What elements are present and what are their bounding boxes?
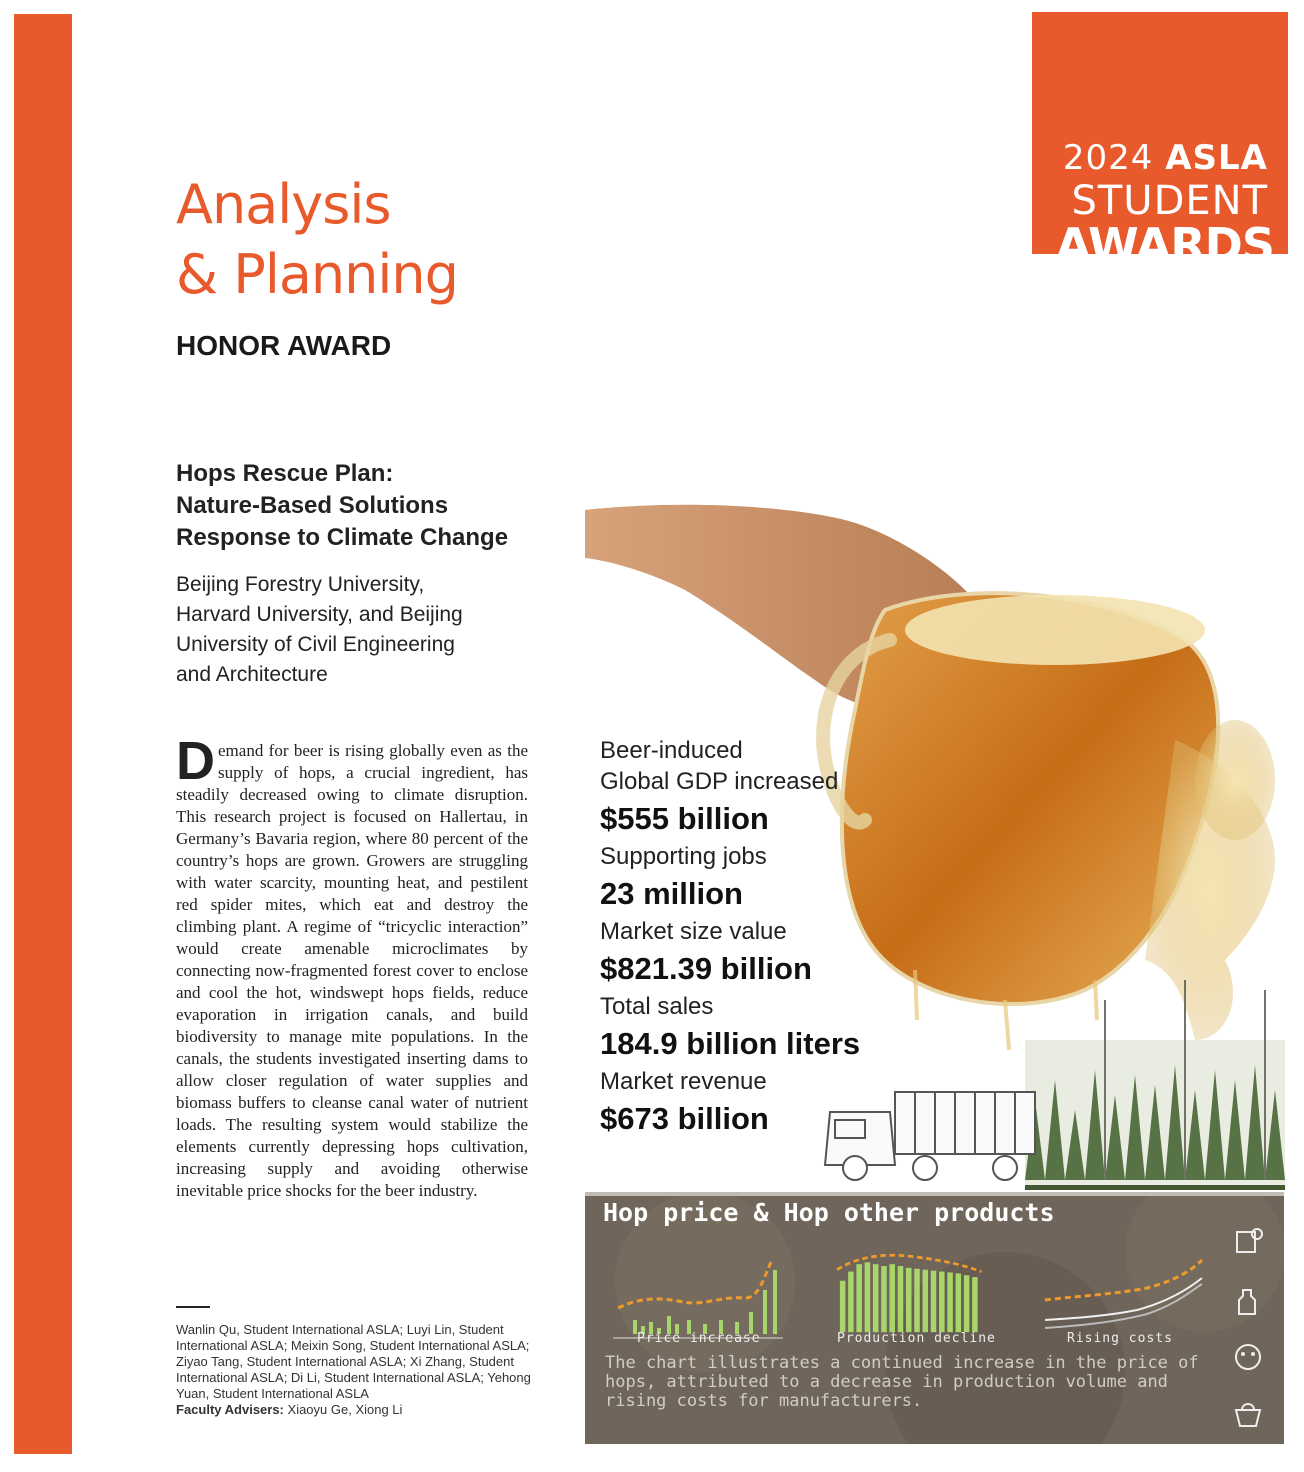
credits-divider	[176, 1306, 210, 1308]
hop-price-panel	[585, 1192, 1284, 1444]
stat-label: Total sales	[600, 993, 714, 1020]
stat-value: $673 billion	[600, 1101, 769, 1136]
stat-label: Beer-induced	[600, 737, 743, 764]
drop-cap: D	[176, 731, 215, 791]
face-mask-icon	[1231, 1342, 1265, 1372]
chart-caption-production: Production decline	[837, 1331, 996, 1346]
advisers-label: Faculty Advisers:	[176, 1402, 284, 1417]
badge-year: 2024	[1062, 138, 1154, 178]
hop-panel-title: Hop price & Hop other products	[603, 1198, 1055, 1227]
stat-value: $555 billion	[600, 801, 769, 836]
student-credits: Wanlin Qu, Student International ASLA; Luyi Lin, Student International ASLA; Meixin Song, Student International ASLA; Ziyao Tang, Student International ASLA; Xi Zhang, Student International ASLA; Di Li, Student International ASLA; Yehong Yuan, Student International ASLA	[176, 1322, 531, 1401]
hop-field	[1025, 980, 1285, 1190]
stat-label: Global GDP increased	[600, 768, 839, 795]
institution-line: and Architecture	[176, 663, 328, 686]
stat-value: $821.39 billion	[600, 951, 812, 986]
price-increase-chart	[613, 1250, 783, 1340]
rising-costs-chart	[1037, 1250, 1207, 1340]
project-title-line: Response to Climate Change	[176, 524, 509, 551]
institutions	[176, 570, 576, 690]
stat-value: 184.9 billion liters	[600, 1026, 861, 1061]
panel-top-rule	[585, 1192, 1284, 1196]
chart-caption-costs: Rising costs	[1067, 1331, 1173, 1346]
credits	[176, 1322, 536, 1418]
foam-shape	[905, 595, 1205, 665]
beer-stats	[600, 735, 860, 1141]
production-decline-chart	[821, 1244, 991, 1334]
advisers-names: Xiaoyu Ge, Xiong Li	[283, 1402, 403, 1417]
project-title-line: Hops Rescue Plan:	[176, 460, 394, 487]
panel-note: The chart illustrates a continued increase in the price of hops, attributed to a decrease in production volume and rising costs for manufacturers.	[605, 1353, 1199, 1411]
institution-line: Harvard University, and Beijing	[176, 603, 463, 626]
category-line-1: Analysis	[176, 173, 391, 236]
stat-label: Market revenue	[600, 1068, 767, 1095]
institution-line: Beijing Forestry University,	[176, 573, 425, 596]
basket-icon	[1231, 1398, 1265, 1428]
institution-line: University of Civil Engineering	[176, 633, 455, 656]
award-level: HONOR AWARD	[176, 330, 392, 361]
badge-line-student: STUDENT	[1071, 178, 1268, 224]
category-heading	[176, 170, 458, 310]
project-title	[176, 458, 596, 554]
body-text	[176, 731, 528, 1202]
bottle-icon	[1231, 1286, 1265, 1316]
jar-icon	[1231, 1226, 1265, 1256]
award-badge	[1032, 12, 1288, 272]
stat-label: Market size value	[600, 918, 787, 945]
badge-line-awards: AWARDS	[1055, 218, 1274, 272]
project-title-line: Nature-Based Solutions	[176, 492, 449, 519]
stat-value: 23 million	[600, 876, 743, 911]
left-accent-bar	[14, 14, 72, 1454]
badge-org: ASLA	[1165, 138, 1268, 178]
chart-caption-price: Price increase	[637, 1331, 761, 1346]
body-paragraph: emand for beer is rising globally even as the supply of hops, a crucial ingredient, has steadily decreased owing to climate disruption. This research project is focused on Hallertau, in Germany’s Bavaria region, where 80 percent of the country’s hops are grown. Growers are struggling with water scarcity, mounting heat, and pestilent red spider mites, which eat and destroy the climbing plant. A regime of “tricyclic interaction” would create amenable microclimates by connecting now-fragmented forest cover to enclose and cool the hot, windswept hops fields, reduce evaporation in irrigation canals, and build biodiversity to manage mite populations. In the canals, the students investigated inserting dams to allow closer regulation of water supplies and biomass buffers to cleanse canal water of nutrient loads. The resulting system would stabilize the elements currently depressing hops cultivation, increasing supply and avoiding otherwise inevitable price shocks for the beer industry.	[176, 741, 528, 1200]
stat-label: Supporting jobs	[600, 843, 767, 870]
category-line-2: & Planning	[176, 243, 458, 306]
